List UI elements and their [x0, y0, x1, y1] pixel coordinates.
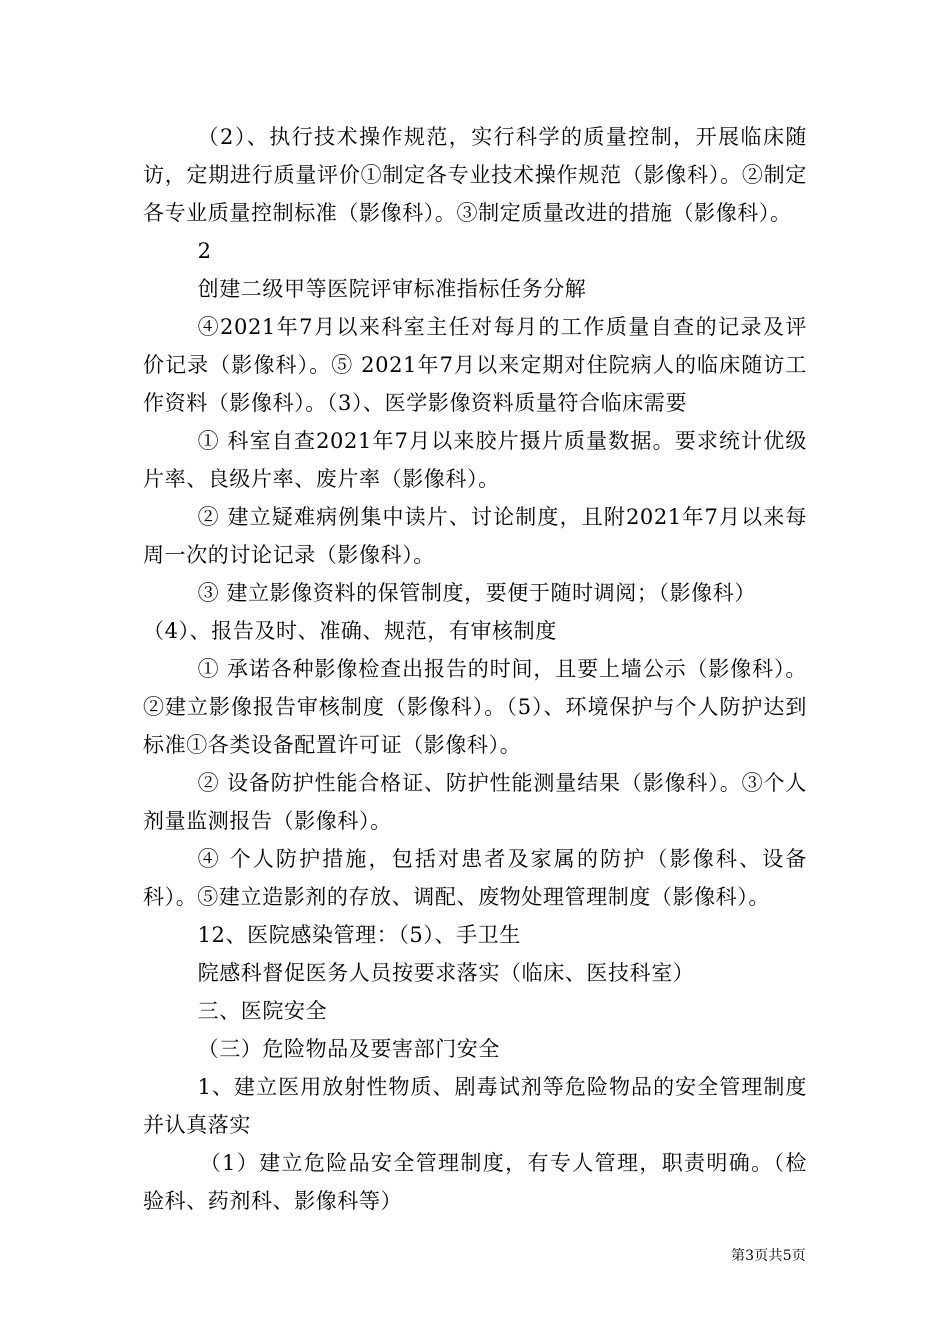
paragraph: ① 承诺各种影像检查出报告的时间，且要上墙公示（影像科）。②建立影像报告审核制度（影像科）。（5）、环境保护与个人防护达到标准①各类设备配置许可证（影像科）。 [143, 657, 807, 757]
paragraph: ② 建立疑难病例集中读片、讨论制度，且附2021年7月以来每周一次的讨论记录（影像科）。 [143, 505, 807, 567]
paragraph: （1）建立危险品安全管理制度，有专人管理，职责明确。（检验科、药剂科、影像科等） [143, 1151, 807, 1213]
paragraph: 院感科督促医务人员按要求落实（临床、医技科室） [197, 961, 695, 985]
paragraph: 1、建立医用放射性物质、剧毒试剂等危险物品的安全管理制度并认真落实 [143, 1075, 807, 1137]
paragraph: 创建二级甲等医院评审标准指标任务分解 [197, 277, 587, 301]
paragraph: 2 [197, 239, 212, 263]
paragraph: （2）、执行技术操作规范，实行科学的质量控制，开展临床随访，定期进行质量评价①制定各专业技术操作规范（影像科）。②制定各专业质量控制标准（影像科）。③制定质量改进的措施（影像科）。 [143, 125, 807, 225]
paragraph: ③ 建立影像资料的保管制度，要便于随时调阅；（影像科） [197, 581, 756, 605]
paragraph: ④2021年7月以来科室主任对每月的工作质量自查的记录及评价记录（影像科）。⑤ 2021年7月以来定期对住院病人的临床随访工作资料（影像科）。（3）、医学影像资料质量符合临床需要 [143, 315, 807, 415]
paragraph: （三）危险物品及要害部门安全 [197, 1037, 500, 1061]
paragraph: ① 科室自查2021年7月以来胶片摄片质量数据。要求统计优级片率、良级片率、废片率（影像科）。 [143, 429, 807, 491]
document-body [143, 118, 807, 1220]
paragraph: ④ 个人防护措施，包括对患者及家属的防护（影像科、设备科）。⑤建立造影剂的存放、调配、废物处理管理制度（影像科）。 [143, 847, 807, 909]
page-number-footer: 第3页共5页 [730, 1248, 806, 1264]
paragraph: ② 设备防护性能合格证、防护性能测量结果（影像科）。③个人剂量监测报告（影像科）。 [143, 771, 807, 833]
paragraph: （4）、报告及时、准确、规范，有审核制度 [143, 619, 557, 643]
paragraph: 三、医院安全 [197, 999, 328, 1023]
paragraph: 12、医院感染管理：（5）、手卫生 [197, 923, 521, 947]
